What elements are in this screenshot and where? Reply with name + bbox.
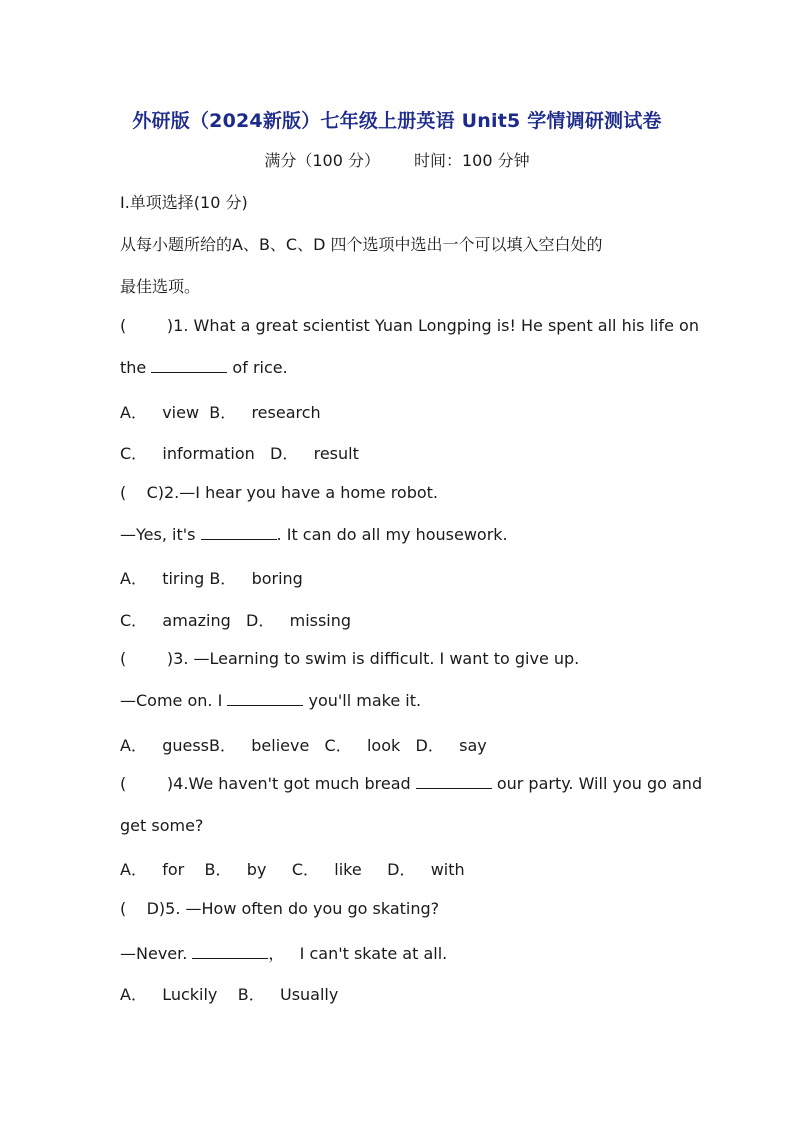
question-3-text: —Come on. I	[120, 691, 228, 710]
question-3-options: A． guessB． believe C． look D． say	[120, 736, 487, 755]
page-title: 外研版（2024新版）七年级上册英语 Unit5 学情调研测试卷	[132, 110, 662, 132]
question-4-options: A． for B． by C． like D． with	[120, 860, 465, 879]
question-2-stem: ( C)2.—I hear you have a home robot.	[120, 483, 439, 502]
question-1-text-end: of rice.	[227, 358, 288, 377]
question-1-stem-cont	[120, 358, 288, 377]
answer-blank	[227, 691, 303, 706]
question-1-text: the	[120, 358, 152, 377]
full-score: 满分（100 分）	[264, 151, 380, 170]
exam-time: 时间：100 分钟	[414, 151, 530, 170]
question-1-stem: ( )1. What a great scientist Yuan Longping is! He spent all his life on	[120, 316, 699, 335]
question-3-stem-cont	[120, 691, 421, 710]
answer-blank	[201, 525, 277, 540]
question-4-text: ( )4.We haven't got much bread	[120, 774, 416, 793]
question-4-stem-cont: get some?	[120, 816, 204, 835]
exam-info	[0, 148, 794, 171]
question-2-text-end: . It can do all my housework.	[276, 525, 508, 544]
question-3-text-end: you'll make it.	[303, 691, 422, 710]
question-1-options-ab: A． view B． research	[120, 403, 321, 422]
question-2-stem-cont	[120, 525, 508, 544]
answer-blank	[416, 774, 492, 789]
question-3-stem: ( )3. —Learning to swim is difficult. I want to give up.	[120, 649, 580, 668]
section-heading: Ⅰ.单项选择(10 分)	[120, 193, 248, 212]
section-instruction-cont: 最佳选项。	[120, 277, 201, 296]
question-5-stem-cont	[120, 941, 447, 964]
question-5-options: A． Luckily B． Usually	[120, 985, 339, 1004]
answer-blank	[192, 944, 268, 959]
question-2-options-cd: C． amazing D． missing	[120, 611, 352, 630]
question-2-options-ab: A． tiring B． boring	[120, 569, 303, 588]
answer-blank	[151, 358, 227, 373]
section-instruction: 从每小题所给的A、B、C、D 四个选项中选出一个可以填入空白处的	[120, 235, 603, 254]
question-5-text: —Never.	[120, 944, 193, 963]
question-4-stem	[120, 774, 702, 793]
question-2-text: —Yes, it's	[120, 525, 201, 544]
question-1-options-cd: C． information D． result	[120, 444, 359, 463]
question-4-text-end: our party. Will you go and	[491, 774, 703, 793]
question-5-text-end: ， I can't skate at all.	[268, 944, 448, 963]
question-5-stem: ( D)5. —How often do you go skating?	[120, 899, 440, 918]
